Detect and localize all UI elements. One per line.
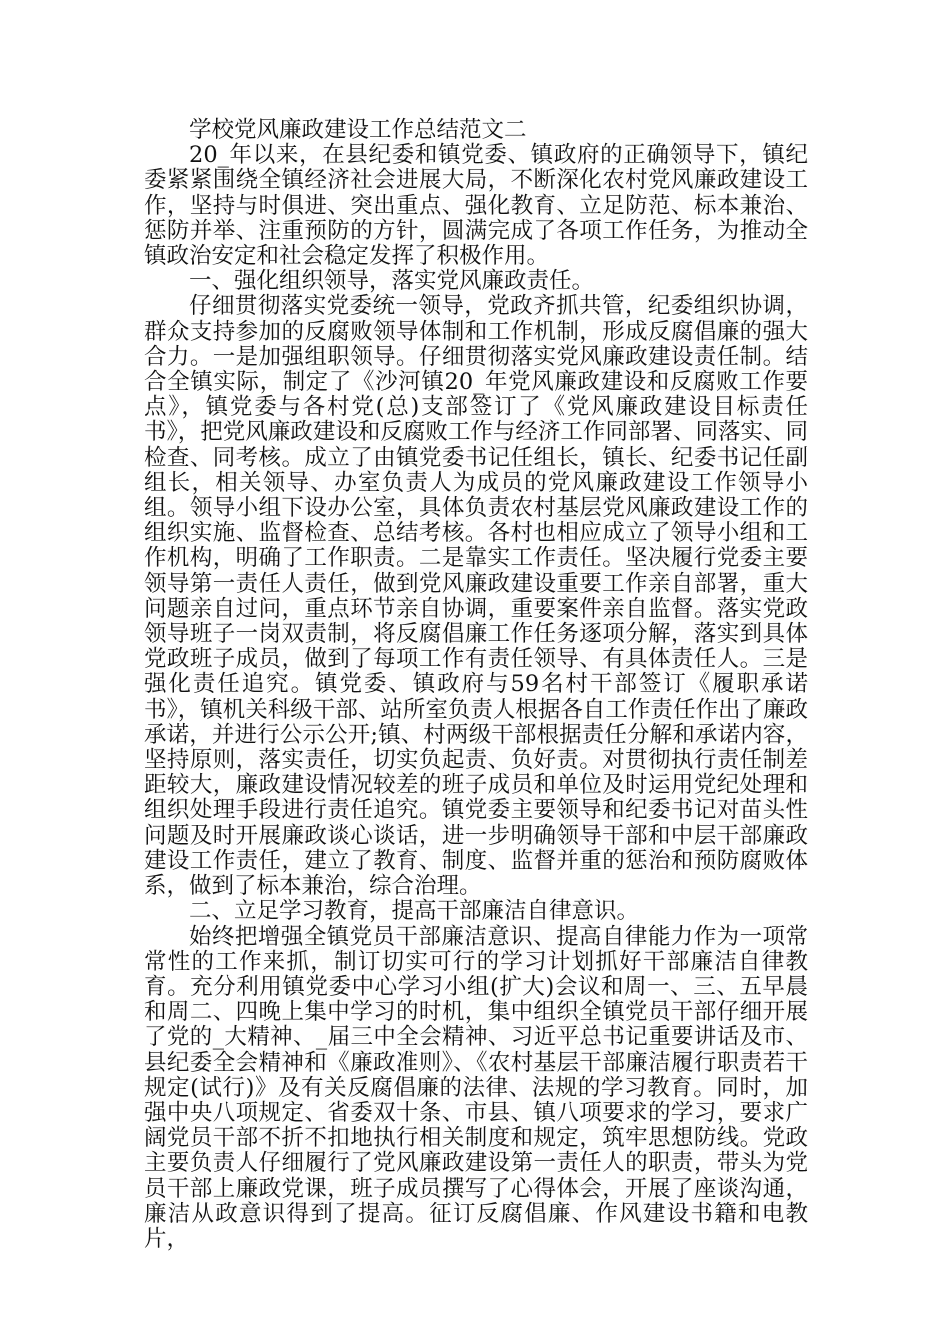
section-heading-2: 二、立足学习教育，提高干部廉洁自律意识。: [189, 898, 640, 925]
paragraph-section-2: 始终把增强全镇党员干部廉洁意识、提高自律能力作为一项常常性的工作来抓，制订切实可行的学习计划抓好干部廉洁自律教育。充分利用镇党委中心学习小组(扩大)会议和周一、三、五早晨和周二、四晚上集中学习的时机，集中组织全镇党员干部仔细开展了党的_大精神、_届三中全会精神、习近平总书记重要讲话及市、县纪委全会精神和《廉政准则》、《农村基层干部廉洁履行职责若干规定(试行)》及有关反腐倡廉的法律、法规的学习教育。同时，加强中央八项规定、省委双十条、市县、镇八项要求的学习，要求广阔党员干部不折不扣地执行相关制度和规定，筑牢思想防线。党政主要负责人仔细履行了党风廉政建设第一责任人的职责，带头为党员干部上廉政党课，班子成员撰写了心得体会，开展了座谈沟通，廉洁从政意识得到了提高。征订反腐倡廉、作风建设书籍和电教片，: [144, 923, 808, 1252]
section-heading-1: 一、强化组织领导，落实党风廉政责任。: [189, 268, 595, 295]
paragraph-section-1: 仔细贯彻落实党委统一领导，党政齐抓共管，纪委组织协调，群众支持参加的反腐败领导体制和工作机制，形成反腐倡廉的强大合力。一是加强组职领导。仔细贯彻落实党风廉政建设责任制。结合全镇实际，制定了《沙河镇20_年党风廉政建设和反腐败工作要点》，镇党委与各村党(总)支部签订了《党风廉政建设目标责任书》，把党风廉政建设和反腐败工作与经济工作同部署、同落实、同检查、同考核。成立了由镇党委书记任组长，镇长、纪委书记任副组长，相关领导、办室负责人为成员的党风廉政建设工作领导小组。领导小组下设办公室，具体负责农村基层党风廉政建设工作的组织实施、监督检查、总结考核。各村也相应成立了领导小组和工作机构，明确了工作职责。二是靠实工作责任。坚决履行党委主要领导第一责任人责任，做到党风廉政建设重要工作亲自部署，重大问题亲自过问，重点环节亲自协调，重要案件亲自监督。落实党政领导班子一岗双责制，将反腐倡廉工作任务逐项分解，落实到具体党政班子成员，做到了每项工作有责任领导、有具体责任人。三是强化责任追究。镇党委、镇政府与59名村干部签订《履职承诺书》，镇机关科级干部、站所室负责人根据各自工作责任作出了廉政承诺，并进行公示公开;镇、村两级干部根据责任分解和承诺内容，坚持原则，落实责任，切实负起责、负好责。对贯彻执行责任制差距较大，廉政建设情况较差的班子成员和单位及时运用党纪处理和组织处理手段进行责任追究。镇党委主要领导和纪委书记对苗头性问题及时开展廉政谈心谈话，进一步明确领导干部和中层干部廉政建设工作责任，建立了教育、制度、监督并重的惩治和预防腐败体系，做到了标本兼治，综合治理。: [144, 293, 808, 900]
document-body: [144, 118, 808, 1252]
document-title: 学校党风廉政建设工作总结范文二: [189, 117, 527, 143]
paragraph-intro: 20_年以来，在县纪委和镇党委、镇政府的正确领导下，镇纪委紧紧围绕全镇经济社会进展大局，不断深化农村党风廉政建设工作，坚持与时俱进、突出重点、强化教育、立足防范、标本兼治、惩防并举、注重预防的方针，圆满完成了各项工作任务，为推动全镇政治安定和社会稳定发挥了积极作用。: [144, 142, 808, 270]
